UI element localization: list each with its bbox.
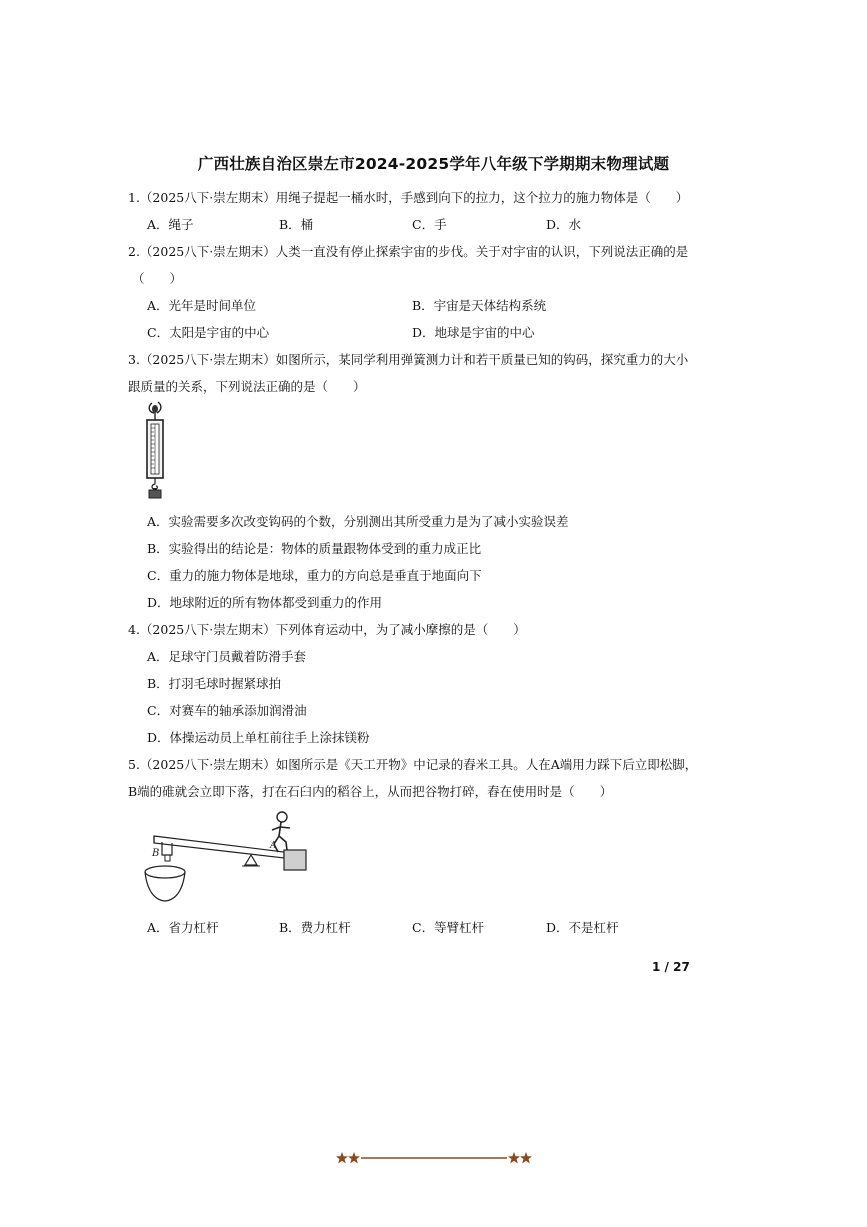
question-3-stem-line-1: 3.（2025八下·崇左期末）如图所示，某同学利用弹簧测力计和若干质量已知的钩码，探究重力的大小 (128, 352, 689, 367)
question-3-option-d: D．地球附近的所有物体都受到重力的作用 (147, 595, 383, 610)
question-4-option-a: A．足球守门员戴着防滑手套 (147, 649, 307, 664)
question-4-option-d: D．体操运动员上单杠前往手上涂抹镁粉 (147, 730, 370, 745)
star-icon (336, 1152, 348, 1163)
question-2-option-a: A．光年是时间单位 (147, 298, 257, 313)
question-5-stem-line-2: B端的碓就会立即下落，打在石臼内的稻谷上，从而把谷物打碎，舂在使用时是（ ） (128, 784, 613, 799)
star-icon (508, 1152, 520, 1163)
question-4-stem: 4.（2025八下·崇左期末）下列体育运动中，为了减小摩擦的是（ ） (128, 622, 526, 637)
question-2-option-b: B．宇宙是天体结构系统 (412, 298, 547, 313)
question-3-option-a: A．实验需要多次改变钩码的个数，分别测出其所受重力是为了减小实验误差 (147, 514, 569, 529)
question-5-stem-line-1: 5.（2025八下·崇左期末）如图所示是《天工开物》中记录的舂米工具。人在A端用力踩下后立即松脚， (128, 757, 698, 772)
question-2-stem-line-1: 2.（2025八下·崇左期末）人类一直没有停止探索宇宙的步伐。关于对宇宙的认识，下列说法正确的是 (128, 244, 689, 259)
spring-scale-figure (142, 400, 172, 502)
question-5-option-a: A．省力杠杆 (147, 920, 219, 935)
question-3-option-b: B．实验得出的结论是：物体的质量跟物体受到的重力成正比 (147, 541, 482, 556)
question-5-option-c: C．等臂杠杆 (412, 920, 485, 935)
footer-star-divider (336, 1150, 532, 1166)
question-1-option-b: B．桶 (279, 217, 314, 232)
page-title: 广西壮族自治区崇左市2024-2025学年八年级下学期期末物理试题 (197, 155, 670, 173)
question-1-stem: 1.（2025八下·崇左期末）用绳子提起一桶水时，手感到向下的拉力，这个拉力的施力物体是（ ） (128, 190, 689, 205)
lever-label-a: A (270, 841, 277, 851)
question-1-option-d: D．水 (546, 217, 582, 232)
question-2-stem-line-2: （ ） (132, 271, 183, 286)
question-1-option-c: C．手 (412, 217, 447, 232)
rice-pounder-lever-figure (138, 808, 313, 908)
question-3-stem-line-2: 跟质量的关系，下列说法正确的是（ ） (128, 379, 366, 394)
question-2-option-d: D．地球是宇宙的中心 (412, 325, 535, 340)
question-4-option-b: B．打羽毛球时握紧球拍 (147, 676, 282, 691)
question-2-option-c: C．太阳是宇宙的中心 (147, 325, 270, 340)
question-3-option-c: C．重力的施力物体是地球，重力的方向总是垂直于地面向下 (147, 568, 482, 583)
page-number: 1 / 27 (652, 960, 690, 974)
lever-label-b: B (152, 848, 160, 859)
question-5-option-b: B．费力杠杆 (279, 920, 351, 935)
star-icon (348, 1152, 360, 1163)
star-icon (520, 1152, 532, 1163)
question-1-option-a: A．绳子 (147, 217, 194, 232)
question-5-option-d: D．不是杠杆 (546, 920, 619, 935)
question-4-option-c: C．对赛车的轴承添加润滑油 (147, 703, 307, 718)
